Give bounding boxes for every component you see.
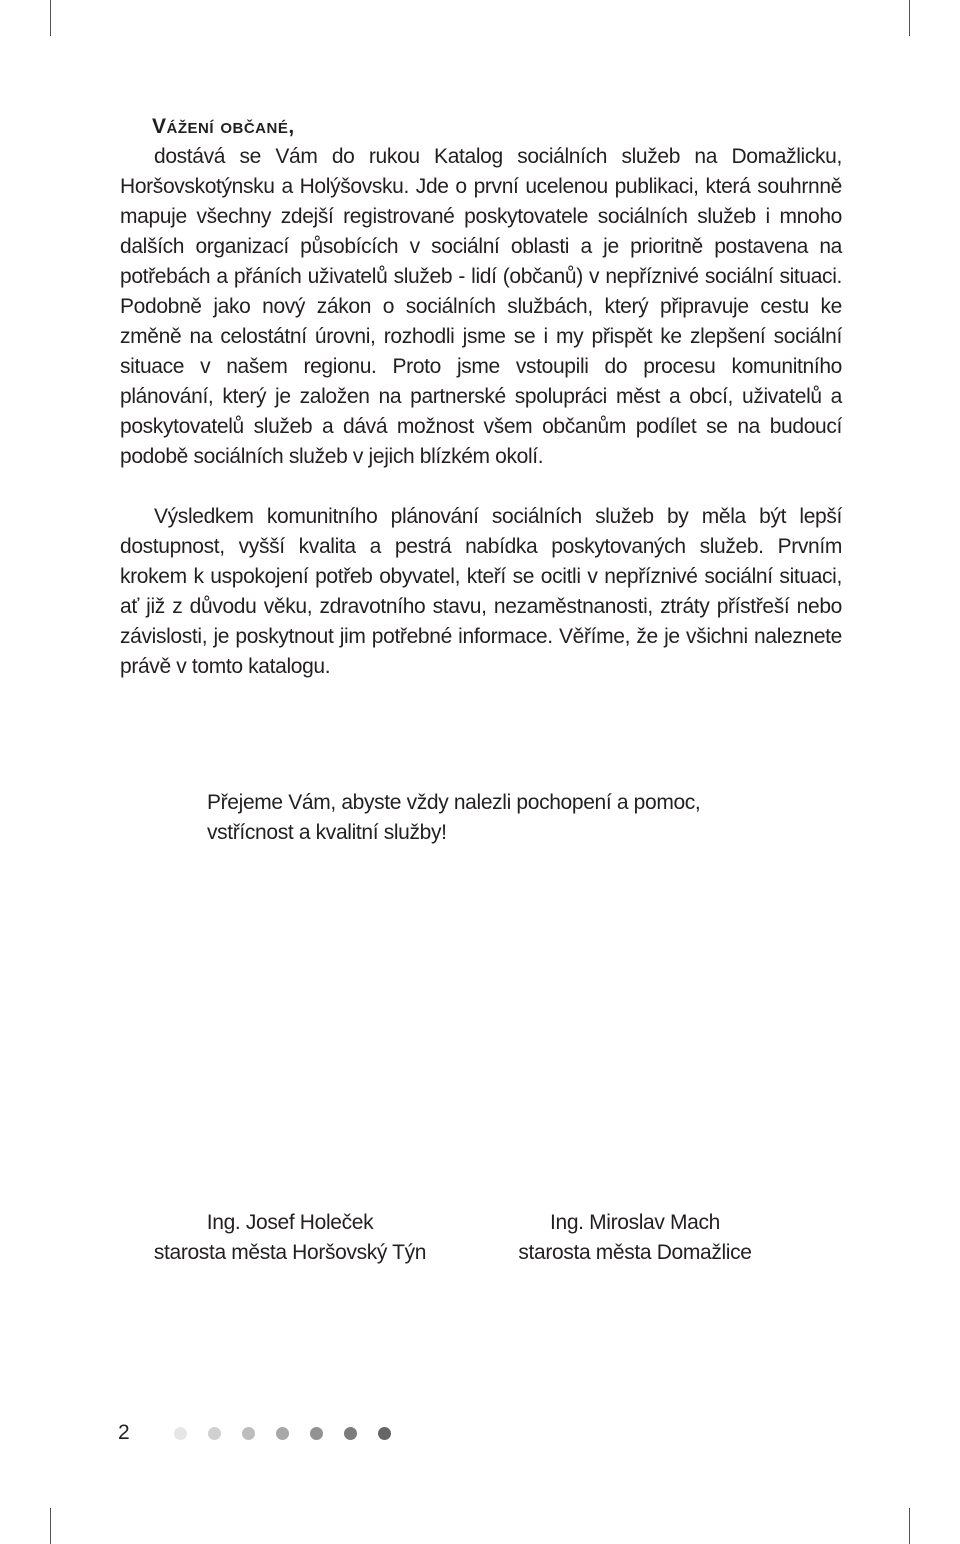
- signature-title: starosta města Horšovský Týn: [153, 1241, 427, 1264]
- dot-icon: [276, 1427, 289, 1440]
- decorative-dots: [174, 1427, 391, 1440]
- page-number: 2: [118, 1421, 130, 1444]
- closing-wish-line-2: vstřícnost a kvalitní služby!: [207, 821, 447, 844]
- dot-icon: [208, 1427, 221, 1440]
- dot-icon: [378, 1427, 391, 1440]
- dot-icon: [310, 1427, 323, 1440]
- closing-wish-line-1: Přejeme Vám, abyste vždy nalezli pochopení a pomoc,: [207, 791, 701, 814]
- crop-mark-bottom-left: [50, 1508, 51, 1544]
- signature-title: starosta města Domažlice: [518, 1241, 752, 1264]
- dot-icon: [242, 1427, 255, 1440]
- paragraph-intro: dostává se Vám do rukou Katalog sociálních služeb na Domažlicku, Horšovskotýnsku a Holýšovsku. Jde o první ucelenou publikaci, která souhrnně mapuje všechny zdejší registrované poskytovatele sociálních služeb i mnoho dalších organizací působících v sociální oblasti a je prioritně postavena na potřebách a přáních uživatelů služeb - lidí (občanů) v nepříznivé sociální situaci. Podobně jako nový zákon o sociálních službách, který připravuje cestu ke změně na celostátní úrovni, rozhodli jsme se i my přispět ke zlepšení sociální situace v našem regionu. Proto jsme vstoupili do procesu komunitního plánování, který je založen na partnerské spolupráci měst a obcí, uživatelů a poskytovatelů služeb a dává možnost všem občanům podílet se na budoucí podobě sociálních služeb v jejich blízkém okolí.: [120, 145, 842, 468]
- dot-icon: [174, 1427, 187, 1440]
- signature-name: Ing. Miroslav Mach: [550, 1211, 720, 1234]
- signature-holecek: [140, 1208, 440, 1268]
- signature-mach: [485, 1208, 785, 1268]
- letter-body: [120, 112, 842, 682]
- closing-wish: [207, 788, 700, 848]
- paragraph-outcome: Výsledkem komunitního plánování sociálních služeb by měla být lepší dostupnost, vyšší kvalita a pestrá nabídka poskytovaných služeb. Prvním krokem k uspokojení potřeb obyvatel, kteří se ocitli v nepříznivé sociální situaci, ať již z důvodu věku, zdravotního stavu, nezaměstnanosti, ztráty přístřeší nebo závislosti, je poskytnout jim potřebné informace. Věříme, že je všichni naleznete právě v tomto katalogu.: [120, 505, 842, 678]
- crop-mark-top-right: [909, 0, 910, 36]
- crop-mark-top-left: [50, 0, 51, 36]
- dot-icon: [344, 1427, 357, 1440]
- signature-name: Ing. Josef Holeček: [206, 1211, 374, 1234]
- crop-mark-bottom-right: [909, 1508, 910, 1544]
- salutation-heading: Vážení občané,: [152, 115, 295, 138]
